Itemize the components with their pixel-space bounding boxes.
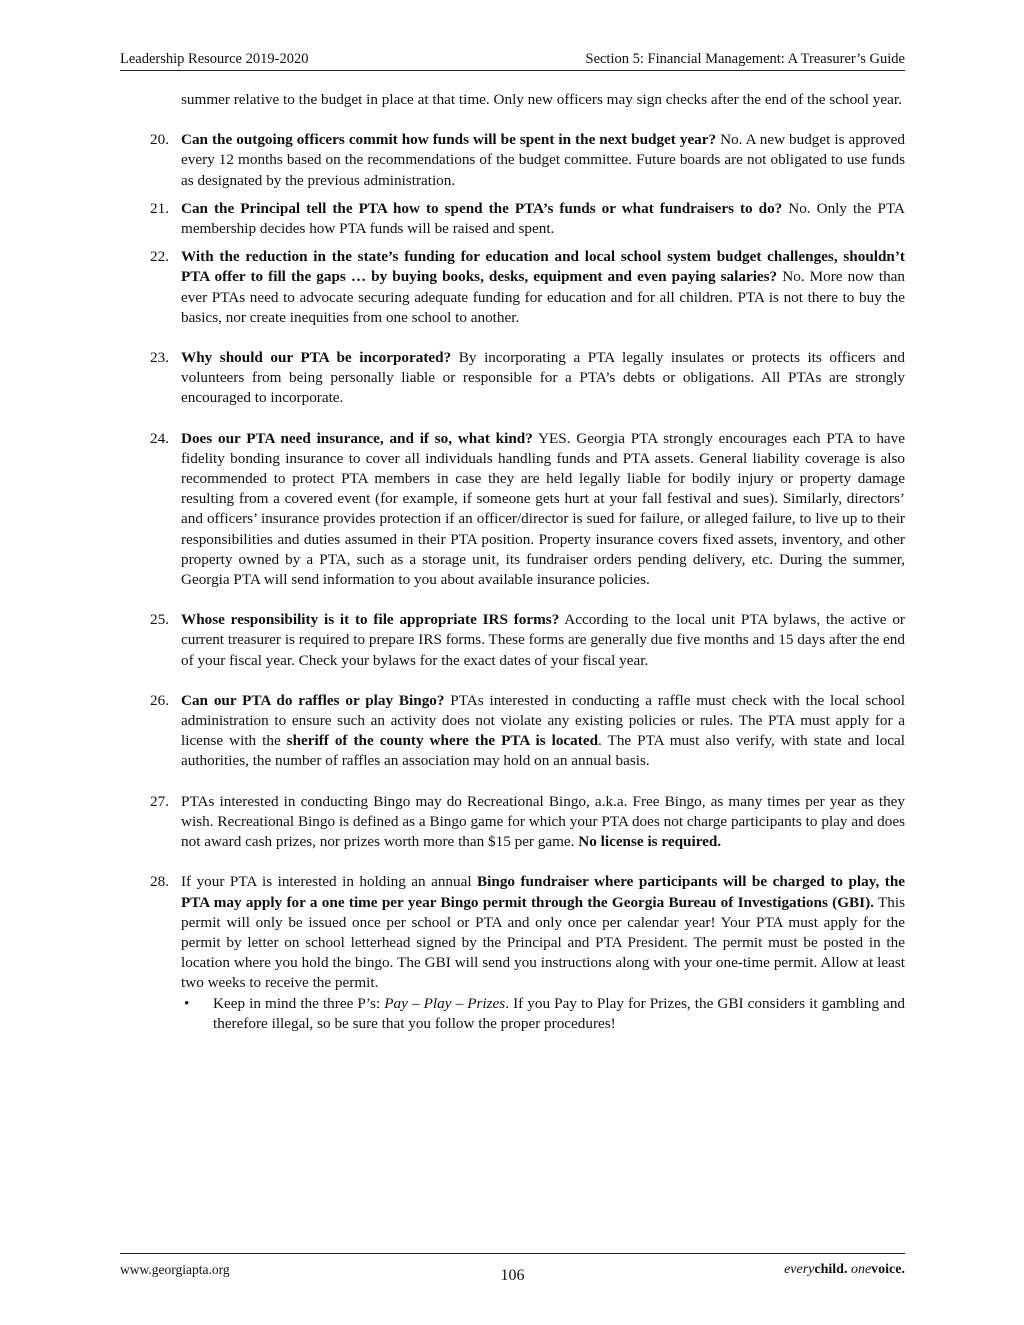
- bullet-icon: •: [184, 994, 190, 1012]
- item-question: Whose responsibility is it to file appropriate IRS forms?: [181, 611, 560, 629]
- item-number: 23.: [150, 349, 169, 367]
- tagline-child: child.: [814, 1262, 848, 1277]
- item-text: PTAs interested in conducting Bingo may do Recreational Bingo, a.k.a. Free Bingo, as many times per year as they wish. Recreational Bingo is defined as a Bingo game for which your PTA does not charge participants to play and does not award cash prizes, nor prizes worth more than $15 per game.: [181, 792, 905, 851]
- bullet-text-part-a: Keep in mind the three P’s:: [213, 994, 385, 1012]
- faq-item-25: [150, 610, 905, 671]
- faq-item-27: [150, 792, 905, 853]
- item-bold-phrase: Bingo fundraiser where participants will be charged to play, the PTA may apply for a one time per year Bingo permit through the Georgia Bureau of Investigations (GBI).: [181, 873, 906, 911]
- faq-item-26: [150, 691, 905, 772]
- page-number: 106: [500, 1267, 525, 1284]
- item-number: 24.: [150, 429, 169, 447]
- item-text-part-a: If your PTA is interested in holding an annual: [181, 873, 478, 891]
- item-number: 20.: [150, 131, 169, 149]
- header-left-title: Leadership Resource 2019-2020: [120, 51, 309, 67]
- item-answer: By incorporating a PTA legally insulates or protects its officers and volunteers from being personally liable or responsible for a PTA’s debts or obligations. All PTAs are strongly encouraged to incorporate.: [181, 349, 905, 407]
- faq-item-20: [150, 130, 905, 191]
- intro-continuation: summer relative to the budget in place at that time. Only new officers may sign checks after the end of the school year.: [181, 91, 902, 108]
- page-footer: [120, 1253, 905, 1284]
- item-answer: According to the local unit PTA bylaws, the active or current treasurer is required to prepare IRS forms. These forms are generally due five months and 15 days after the end of your fiscal year. Check your bylaws for the exact dates of your fiscal year.: [181, 611, 905, 669]
- item-question: Can our PTA do raffles or play Bingo?: [181, 691, 445, 709]
- faq-item-21: [150, 199, 905, 239]
- item-text-part-a: PTAs interested in conducting a raffle must check with the local school administration to ensure such an activity does not violate any existing policies or rules. The PTA must apply for a license with the: [181, 691, 905, 750]
- item-text-part-b: This permit will only be issued once per school or PTA and only once per calendar year! Your PTA must apply for the permit by letter on school letterhead signed by the Principal and PTA President. The permit must be posted in the location where you hold the bingo. The GBI will send you instructions along with your one-time permit. Allow at least two weeks to receive the permit.: [181, 893, 905, 992]
- faq-item-24: [150, 429, 905, 591]
- header-section-title: Section 5: Financial Management: A Treasurer’s Guide: [585, 51, 905, 67]
- item-answer: No. More now than ever PTAs need to advocate securing adequate funding for education and for all children. PTA is not there to buy the basics, nor create inequities from one school to another.: [181, 268, 905, 326]
- item-bold-phrase: sheriff of the county where the PTA is located: [286, 732, 599, 750]
- item-question: Does our PTA need insurance, and if so, what kind?: [181, 429, 533, 447]
- bullet-text-part-b: . If you Pay to Play for Prizes, the GBI considers it gambling and therefore illegal, so be sure that you follow the proper procedures!: [213, 994, 906, 1032]
- item-question: Can the outgoing officers commit how funds will be spent in the next budget year?: [181, 131, 717, 149]
- item-question: Why should our PTA be incorporated?: [181, 349, 452, 367]
- document-body: [150, 90, 905, 1034]
- item-number: 25.: [150, 611, 169, 629]
- tagline-every: every: [784, 1262, 815, 1277]
- bullet-point: [184, 994, 905, 1034]
- item-bold-phrase: No license is required.: [578, 833, 722, 851]
- item-number: 22.: [150, 248, 169, 266]
- faq-item-22: [150, 247, 905, 328]
- bullet-italic-phrase: Pay – Play – Prizes: [384, 994, 506, 1012]
- item-number: 26.: [150, 691, 169, 709]
- tagline-voice: voice.: [871, 1262, 905, 1277]
- footer-website-url: www.georgiapta.org: [120, 1262, 230, 1277]
- page-header: [120, 50, 905, 71]
- item-number: 21.: [150, 199, 169, 217]
- item-answer: YES. Georgia PTA strongly encourages each PTA to have fidelity bonding insurance to cover all individuals handling funds and PTA assets. General liability coverage is also recommended to protect PTA members in case they are held legally liable for bodily injury or property damage resulting from a covered event (for example, if someone gets hurt at your fall festival and sues). Similarly, directors’ and officers’ insurance provides protection if an officer/director is sued for failure, or alleged failure, to live up to their responsibilities and duties assumed in their PTA position. Property insurance covers fixed assets, inventory, and other property owned by a PTA, such as a storage unit, its fundraiser orders pending delivery, etc. During the summer, Georgia PTA will send information to you about available insurance policies.: [181, 429, 905, 589]
- footer-tagline: [784, 1262, 905, 1278]
- faq-item-23: [150, 348, 905, 409]
- tagline-one: one: [850, 1262, 872, 1277]
- item-number: 28.: [150, 873, 169, 891]
- item-question: With the reduction in the state’s funding for education and local school system budget challenges, shouldn’t PTA offer to fill the gaps … by buying books, desks, equipment and even paying salaries?: [181, 248, 905, 286]
- item-number: 27.: [150, 792, 169, 810]
- item-answer: No. Only the PTA membership decides how PTA funds will be raised and spent.: [181, 199, 905, 238]
- item-text-part-c: . The PTA must also verify, with state and local authorities, the number of raffles an association may hold on an annual basis.: [181, 732, 905, 770]
- item-question: Can the Principal tell the PTA how to spend the PTA’s funds or what fundraisers to do?: [181, 199, 783, 217]
- item-answer: No. A new budget is approved every 12 months based on the recommendations of the budget committee. Future boards are not obligated to use funds as designated by the previous administration.: [181, 131, 905, 189]
- faq-item-28: [150, 872, 905, 1034]
